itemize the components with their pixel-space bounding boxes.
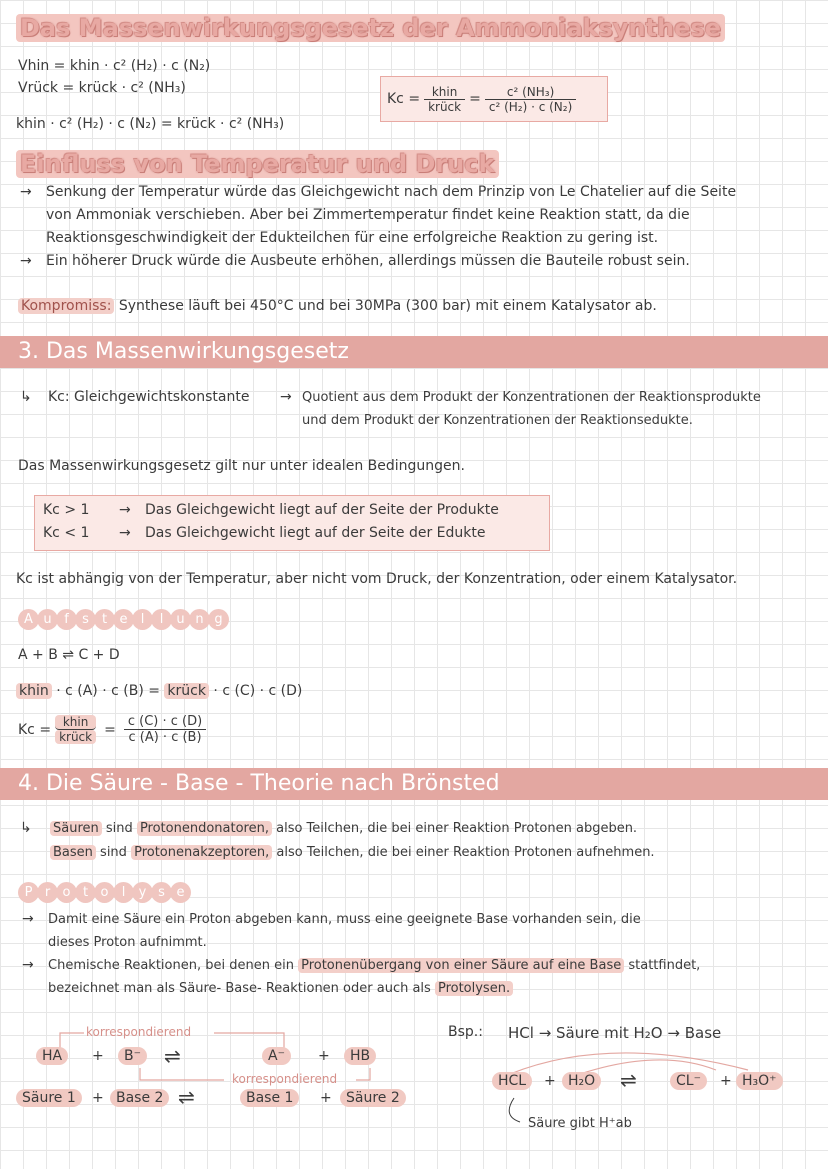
p1-line3: Reaktionsgeschwindigkeit der Edukteilchen für eine erfolgreiche Reaktion zu gering ist. <box>46 230 659 246</box>
korr-label-2: korrespondierend <box>232 1072 338 1086</box>
aufstellung-heading: A u f s t e l l u n g <box>18 608 227 630</box>
plus: + <box>320 1090 332 1106</box>
hb: HB <box>344 1048 376 1064</box>
equilibrium-arrow-icon: ⇌ <box>164 1044 181 1068</box>
b2-line2: bezeichnet man als Säure- Base- Reaktionen oder auch als Protolysen. <box>48 981 513 996</box>
arrow-icon: → <box>22 911 34 927</box>
kc-den: c (A) · c (B) <box>128 730 202 745</box>
section2-title: Einfluss von Temperatur und Druck <box>16 150 499 178</box>
bsp-label: Bsp.: <box>448 1024 483 1040</box>
kc-lt-text: Das Gleichgewicht liegt auf der Seite der Edukte <box>145 525 486 541</box>
kc-c-frac <box>485 85 576 114</box>
eq-v-hin: Vhin = khin · c² (H₂) · c (N₂) <box>18 58 211 74</box>
arrow-icon: → <box>20 253 32 269</box>
return-arrow-icon: ↳ <box>20 389 32 405</box>
h3o-plus: H₃O⁺ <box>736 1073 783 1089</box>
rate-end: · c (C) · c (D) <box>213 683 303 699</box>
base2: Base 2 <box>110 1090 169 1106</box>
kc-gt-text: Das Gleichgewicht liegt auf der Seite der Produkte <box>145 502 499 518</box>
kc-formula-box: Kc = $\frac{\text{khin}}{\text{krück}}$ = $\frac{\text{c² (NH₃)}}{\text{c² (H₂) · c (N₂)}}$ <box>380 76 608 122</box>
kc-def-line1: Quotient aus dem Produkt der Konzentrationen der Reaktionsprodukte <box>302 390 761 405</box>
kc-def-line2: und dem Produkt der Konzentrationen der Reaktionsedukte. <box>302 413 693 428</box>
kompromiss <box>18 298 657 314</box>
equilibrium-arrow-icon: ⇌ <box>178 1085 195 1109</box>
kc-den: c² (H₂) · c (N₂) <box>488 99 573 114</box>
b1-line1: Damit eine Säure ein Proton abgeben kann, muss eine geeignete Base vorhanden sein, die <box>48 912 641 927</box>
saeuren-line: Säuren sind Protonendonatoren, also Teilchen, die bei einer Reaktion Protonen abgeben. <box>50 821 637 836</box>
kc-lt: Kc < 1 <box>43 525 90 541</box>
eq-balance: khin · c² (H₂) · c (N₂) = krück · c² (NH₃) <box>16 116 285 132</box>
cl-minus: CL⁻ <box>670 1073 707 1089</box>
bsp-line: HCl → Säure mit H₂O → Base <box>508 1024 722 1042</box>
ideal-conditions: Das Massenwirkungsgesetz gilt nur unter idealen Bedingungen. <box>18 458 465 474</box>
plus: + <box>92 1090 104 1106</box>
section1-title: Das Massenwirkungsgesetz der Ammoniaksynthese <box>16 14 725 42</box>
saeure2: Säure 2 <box>340 1090 406 1106</box>
kc-k-frac <box>424 85 465 114</box>
a-minus: A⁻ <box>262 1048 291 1064</box>
korr-label-1: korrespondierend <box>86 1025 192 1039</box>
example-note: Säure gibt H⁺ab <box>528 1116 632 1131</box>
plus: + <box>318 1048 330 1064</box>
kc-label: Kc = <box>18 721 52 738</box>
kc-dependency: Kc ist abhängig von der Temperatur, aber nicht vom Druck, der Konzentration, oder einem Katalysator. <box>16 571 738 587</box>
kc-general-formula <box>18 714 206 745</box>
kc-khin: khin <box>55 715 96 730</box>
kc-gt: Kc > 1 <box>43 502 90 518</box>
ha: HA <box>36 1048 68 1064</box>
section4-title: 4. Die Säure - Base - Theorie nach Brönsted <box>0 768 828 800</box>
kc-num: c (C) · c (D) <box>124 714 206 730</box>
rate-krueck: krück <box>164 683 209 699</box>
hcl: HCL <box>492 1073 532 1089</box>
arrow-icon: → <box>20 184 32 200</box>
plus: + <box>92 1048 104 1064</box>
kc-krueck: krück <box>55 730 96 744</box>
plus: + <box>544 1073 556 1089</box>
kc-khin: khin <box>424 85 465 100</box>
kc-eq: = <box>104 721 116 738</box>
kc-krueck: krück <box>428 99 462 114</box>
basen-line: Basen sind Protonenakzeptoren, also Teilchen, die bei einer Reaktion Protonen aufnehmen. <box>50 845 655 860</box>
base1: Base 1 <box>240 1090 299 1106</box>
return-arrow-icon: ↳ <box>20 820 32 836</box>
protolyse-heading: P r o t o l y s e <box>18 881 189 903</box>
saeure1: Säure 1 <box>16 1090 82 1106</box>
equilibrium-arrow-icon: ⇌ <box>620 1068 637 1092</box>
b1-line2: dieses Proton aufnimmt. <box>48 935 207 950</box>
kc-rules-box <box>34 495 550 551</box>
kompromiss-text: Synthese läuft bei 450°C und bei 30MPa (300 bar) mit einem Katalysator ab. <box>118 298 657 314</box>
rate-mid: · c (A) · c (B) = <box>56 683 160 699</box>
b-minus: B⁻ <box>118 1048 147 1064</box>
arrow-icon: → <box>119 502 131 518</box>
section3-title: 3. Das Massenwirkungsgesetz <box>0 336 828 368</box>
kc-def: Kc: Gleichgewichtskonstante <box>48 389 250 405</box>
kc-label: Kc = <box>387 91 421 107</box>
arrow-icon: → <box>280 389 292 405</box>
p1-line1: Senkung der Temperatur würde das Gleichgewicht nach dem Prinzip von Le Chatelier auf die Seite <box>46 184 737 200</box>
arrow-icon: → <box>22 957 34 973</box>
p1-line2: von Ammoniak verschieben. Aber bei Zimmertemperatur findet keine Reaktion statt, da die <box>46 207 690 223</box>
h2o: H₂O <box>562 1073 601 1089</box>
eq-v-rueck: Vrück = krück · c² (NH₃) <box>18 80 186 96</box>
rate-khin: khin <box>16 683 52 699</box>
kompromiss-label: Kompromiss: <box>18 298 114 314</box>
plus: + <box>720 1073 732 1089</box>
reaction: A + B ⇌ C + D <box>18 647 120 663</box>
arrow-icon: → <box>119 525 131 541</box>
b2-line1: Chemische Reaktionen, bei denen ein Protonenübergang von einer Säure auf eine Base stattfindet, <box>48 958 701 973</box>
p2: Ein höherer Druck würde die Ausbeute erhöhen, allerdings müssen die Bauteile robust sein. <box>46 253 690 269</box>
kc-num: c² (NH₃) <box>485 85 576 100</box>
rate-equation <box>16 683 302 699</box>
